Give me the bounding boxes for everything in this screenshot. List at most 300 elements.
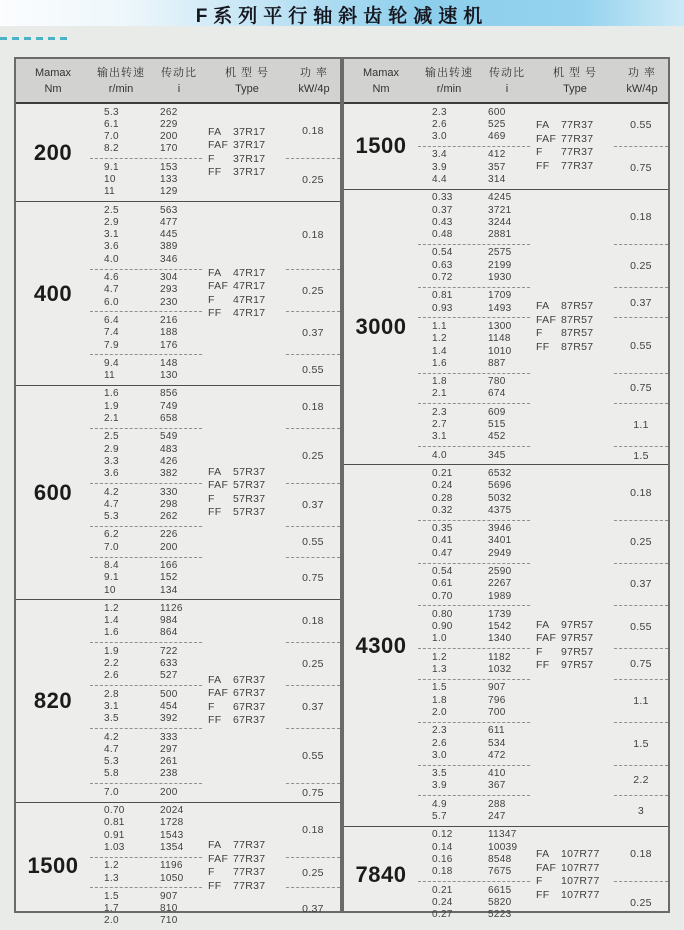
ratio-group [418,104,530,146]
torque-value: 200 [33,139,73,165]
spec-row [418,131,530,143]
type-block [202,104,286,201]
spec-row [90,817,202,829]
table-header [16,59,340,104]
power-value: 0.55 [630,118,652,131]
speed-value: 0.54 [432,566,453,577]
type-model-number: 107R77 [561,888,600,901]
ratio-group [90,386,202,428]
spec-row [418,419,530,431]
ratio-value: 2881 [488,229,512,241]
type-prefix: FAF [536,313,557,326]
spec-row [418,609,530,621]
spec-row [418,205,530,217]
type-model-number: 77R37 [233,879,266,892]
ratio-group [90,857,202,888]
power-value: 0.75 [286,557,340,600]
type-model [208,839,265,853]
spec-section [16,104,340,201]
speed-value: 4.9 [432,798,447,810]
ratio-group [90,557,202,600]
torque-value: 820 [33,687,73,713]
type-prefix: FAF [208,687,229,700]
spec-row [90,732,202,744]
ratio-value: 133 [160,173,178,185]
ratio-value: 1182 [488,651,511,663]
spec-row [418,493,530,505]
ratio-value: 856 [160,388,178,400]
table-body [16,104,340,930]
ratio-value: 188 [160,327,178,339]
spec-row [90,413,202,425]
type-lines [530,848,600,902]
power-value: 0.18 [302,400,324,413]
type-prefix: FF [208,166,222,179]
type-prefix: F [536,875,543,888]
ratio-value: 1542 [488,621,512,633]
spec-row [418,750,530,762]
power-value: 0.55 [614,605,668,648]
speed-value: 8.4 [104,560,119,571]
spec-row [90,670,202,682]
ratio-value: 200 [160,131,178,143]
speed-value: 5.7 [432,811,447,823]
ratio-value: 170 [160,143,178,155]
spec-row [418,321,530,333]
ratio-value: 1543 [160,829,184,841]
torque-value: 4300 [355,632,407,658]
speed-value: 1.1 [432,320,447,332]
ratio-group [90,783,202,801]
spec-row [418,578,530,590]
type-model [208,166,265,180]
type-model [208,701,265,715]
header-power [288,65,340,97]
type-model [208,466,265,480]
ratio-value: 534 [488,737,506,749]
ratio-value: 297 [160,743,178,755]
speed-value: 0.43 [432,216,453,228]
ratio-value: 600 [488,106,506,118]
spec-row [418,333,530,345]
ratio-value: 5032 [488,492,512,504]
speed-value: 4.6 [104,272,119,284]
ratio-value: 633 [160,658,178,670]
ratio-value: 1148 [488,333,511,345]
speed-value: 1.6 [104,388,119,400]
spec-row [90,315,202,327]
ratio-group [418,881,530,924]
ratio-value: 152 [160,572,178,584]
ratio-group [418,317,530,372]
spec-row [418,290,530,302]
spec-row [90,468,202,480]
power-value: 0.18 [630,847,652,860]
type-prefix: FA [536,618,550,631]
speed-value: 0.90 [432,621,453,633]
power-value: 0.25 [286,158,340,201]
power-value: 0.37 [614,563,668,606]
type-lines [202,674,265,728]
spec-row [418,854,530,866]
ratio-value: 304 [160,272,178,284]
type-lines [530,619,593,673]
type-prefix: FA [536,848,550,861]
spec-row [418,480,530,492]
speed-value: 2.9 [104,443,119,455]
power-value: 1.5 [614,446,668,464]
spec-row [90,627,202,639]
ratio-group [418,287,530,318]
ratio-value: 907 [488,682,506,694]
speed-value: 0.48 [432,229,453,241]
header-type-unit: Type [563,83,587,95]
ratio-group [418,446,530,464]
spec-row [418,450,530,462]
type-model-number: 87R57 [561,327,594,340]
speed-value: 1.5 [104,890,119,902]
speed-value: 1.6 [432,357,447,369]
speed-value: 4.0 [104,253,119,265]
torque-value: 7840 [355,862,407,888]
spec-row [418,897,530,909]
type-model [208,153,265,167]
spec-row [90,499,202,511]
speed-value: 3.1 [104,700,119,712]
speed-value: 1.9 [104,400,119,412]
ratio-value: 4245 [488,192,512,204]
spec-row [90,327,202,339]
ratio-value: 6532 [488,467,512,479]
spec-row [90,456,202,468]
speed-value: 2.9 [104,216,119,228]
type-model [536,659,593,673]
type-prefix: FA [536,300,550,313]
speed-value: 5.3 [104,756,119,768]
speed-value: 0.27 [432,909,453,921]
header-power [616,65,668,97]
speed-value: 2.3 [432,725,447,737]
ratio-value: 238 [160,768,178,780]
speed-value: 3.6 [104,241,119,253]
ratio-value: 3721 [488,204,512,216]
type-model-number: 67R37 [233,687,266,700]
type-block [202,202,286,385]
spec-row [418,682,530,694]
ratio-value: 563 [160,204,178,216]
ratio-group [90,600,202,642]
speed-value: 1.2 [432,651,447,663]
ratio-group [418,373,530,404]
type-model [208,866,265,880]
ratio-value: 3401 [488,535,512,547]
power-value: 0.37 [614,287,668,318]
ratio-value: 796 [488,694,506,706]
spec-row [90,174,202,186]
spec-table-left [14,57,342,927]
type-prefix: FAF [208,479,229,492]
power-value: 3 [614,795,668,826]
spec-row [90,830,202,842]
speed-value: 0.33 [432,192,453,204]
type-model [536,889,600,903]
speed-value: 3.9 [432,161,447,173]
spec-section [16,802,340,930]
spec-row [418,303,530,315]
header-ratio-label: 传动比 [489,67,525,79]
speed-value: 1.3 [104,872,119,884]
type-model [536,646,593,660]
power-value: 0.18 [302,615,324,628]
power-value: 0.55 [614,317,668,372]
type-model-number: 37R17 [233,125,266,138]
ratio-value: 2575 [488,247,512,259]
type-prefix: FF [536,888,550,901]
ratio-value: 1930 [488,272,512,284]
speed-value: 0.81 [104,817,125,829]
speed-value: 0.21 [432,884,453,896]
spec-row [418,107,530,119]
ratio-value: 346 [160,253,178,265]
ratio-group [90,526,202,557]
spec-section [16,385,340,599]
type-model [536,848,600,862]
ratio-group [418,403,530,446]
header-power-label: 功 率 [299,67,329,79]
type-model-number: 77R37 [233,839,266,852]
type-prefix: FF [208,307,222,319]
speed-value: 1.2 [104,860,119,872]
ratio-group [90,483,202,526]
speed-value: 10 [104,584,116,596]
ratio-value: 261 [160,756,178,768]
type-prefix: FAF [208,852,229,865]
speed-value: 8.2 [104,143,119,155]
power-value: 0.18 [302,823,324,836]
ratio-value: 10039 [488,841,518,853]
ratio-group [418,722,530,765]
ratio-value: 710 [160,915,178,927]
ratio-value: 176 [160,339,178,351]
spec-row [90,713,202,725]
spec-row [90,217,202,229]
ratio-group [90,887,202,930]
speed-value: 2.2 [104,658,119,670]
spec-row [90,891,202,903]
torque-value: 600 [33,479,73,505]
type-model-number: 97R57 [561,645,594,658]
spec-row [90,340,202,352]
speed-value: 0.70 [104,805,125,817]
ratio-group [90,354,202,385]
type-model-number: 87R57 [561,300,594,313]
type-block [530,827,614,924]
spec-row [418,885,530,897]
speed-value: 4.2 [104,731,119,743]
type-prefix: FAF [208,280,229,292]
ratio-value: 700 [488,706,506,718]
ratio-group [90,728,202,783]
ratio-value: 130 [160,370,178,382]
header-power-unit: kW/4p [626,83,658,95]
spec-row [418,376,530,388]
spec-row [418,811,530,823]
ratio-group [418,465,530,519]
ratio-value: 262 [160,511,178,523]
speed-value: 3.0 [432,131,447,143]
ratio-value: 8548 [488,853,512,865]
ratio-value: 314 [488,173,506,185]
speed-value: 0.21 [432,467,453,479]
ratio-value: 262 [160,106,178,118]
speed-value: 0.93 [432,302,453,314]
type-model-number: 77R37 [561,159,594,172]
ratio-value: 984 [160,615,178,627]
ratio-value: 5223 [488,909,512,921]
spec-row [418,909,530,921]
speed-value: 3.4 [432,149,447,161]
torque-value: 1500 [355,133,407,159]
type-model [208,294,265,308]
power-value: 0.75 [614,146,668,189]
spec-row [418,192,530,204]
spec-row [90,603,202,615]
ratio-value: 1010 [488,345,512,357]
spec-row [90,388,202,400]
speed-value: 1.4 [432,345,447,357]
ratio-value: 2590 [488,566,512,577]
type-model [536,862,600,876]
type-prefix: FA [536,119,550,132]
speed-value: 11 [104,370,115,382]
type-model-number: 107R77 [561,861,600,874]
speed-value: 0.12 [432,829,453,841]
spec-row [418,431,530,443]
speed-value: 4.0 [432,449,447,461]
speed-value: 7.0 [104,541,119,553]
type-model [208,687,265,701]
type-prefix: F [536,327,543,340]
ratio-value: 1989 [488,590,512,602]
spec-row [418,535,530,547]
type-lines [530,300,593,354]
spec-row [418,388,530,400]
spec-row [90,768,202,780]
speed-value: 4.7 [104,284,119,296]
ratio-group [418,605,530,648]
ratio-value: 200 [160,541,178,553]
ratio-value: 810 [160,903,178,915]
speed-value: 2.5 [104,431,119,443]
ratio-value: 454 [160,700,178,712]
spec-row [90,842,202,854]
spec-row [418,523,530,535]
speed-value: 3.0 [432,749,447,761]
ratio-group [418,648,530,679]
torque-value: 3000 [355,314,407,340]
type-model [208,267,265,281]
ratio-value: 7675 [488,866,512,878]
power-value: 1.1 [614,403,668,446]
speed-value: 7.4 [104,327,119,339]
type-model [536,160,593,174]
ratio-value: 907 [160,890,178,902]
spec-row [418,358,530,370]
speed-value: 0.37 [432,204,453,216]
spec-row [418,217,530,229]
type-model [208,506,265,520]
power-value: 0.55 [286,728,340,783]
ratio-value: 3244 [488,216,512,228]
type-model-number: 57R37 [233,506,266,519]
header-torque [16,65,90,97]
ratio-value: 525 [488,118,506,130]
type-block [530,190,614,465]
spec-tables [14,57,670,927]
header-torque [344,65,418,97]
ratio-value: 229 [160,118,178,130]
type-model-number: 107R77 [561,875,600,888]
spec-row [418,591,530,603]
speed-value: 4.4 [432,173,447,185]
type-model-number: 47R17 [233,266,266,279]
torque-value: 400 [33,280,73,306]
ratio-value: 293 [160,284,178,296]
speed-value: 4.7 [104,743,119,755]
header-type [206,65,288,97]
speed-value: 2.1 [432,388,447,400]
ratio-value: 2267 [488,578,512,590]
type-model [208,674,265,688]
type-prefix: FF [208,714,222,727]
spec-row [90,646,202,658]
speed-value: 5.3 [104,511,119,523]
speed-value: 9.1 [104,161,119,173]
type-model-number: 57R37 [233,465,266,478]
ratio-value: 749 [160,400,178,412]
ratio-value: 1340 [488,633,512,645]
ratio-group [90,428,202,483]
speed-value: 6.0 [104,296,119,308]
type-model-number: 77R37 [561,146,594,159]
spec-row [418,725,530,737]
type-prefix: F [536,645,543,658]
ratio-value: 392 [160,713,178,725]
spec-row [418,548,530,560]
type-model-number: 77R37 [561,119,594,132]
ratio-value: 153 [160,161,178,173]
spec-row [418,149,530,161]
type-model-number: 57R37 [233,479,266,492]
ratio-value: 722 [160,645,178,657]
type-model-number: 87R57 [561,340,594,353]
spec-row [90,254,202,266]
spec-row [90,444,202,456]
spec-row [90,915,202,927]
ratio-value: 367 [488,780,506,792]
spec-row [418,346,530,358]
spec-row [90,284,202,296]
spec-row [418,652,530,664]
ratio-value: 288 [488,798,506,810]
header-speed [418,65,480,97]
type-model-number: 97R57 [561,632,594,645]
spec-row [90,585,202,597]
type-model-number: 97R57 [561,659,594,672]
spec-section [16,599,340,801]
ratio-value: 1300 [488,320,512,332]
spec-section [16,201,340,385]
